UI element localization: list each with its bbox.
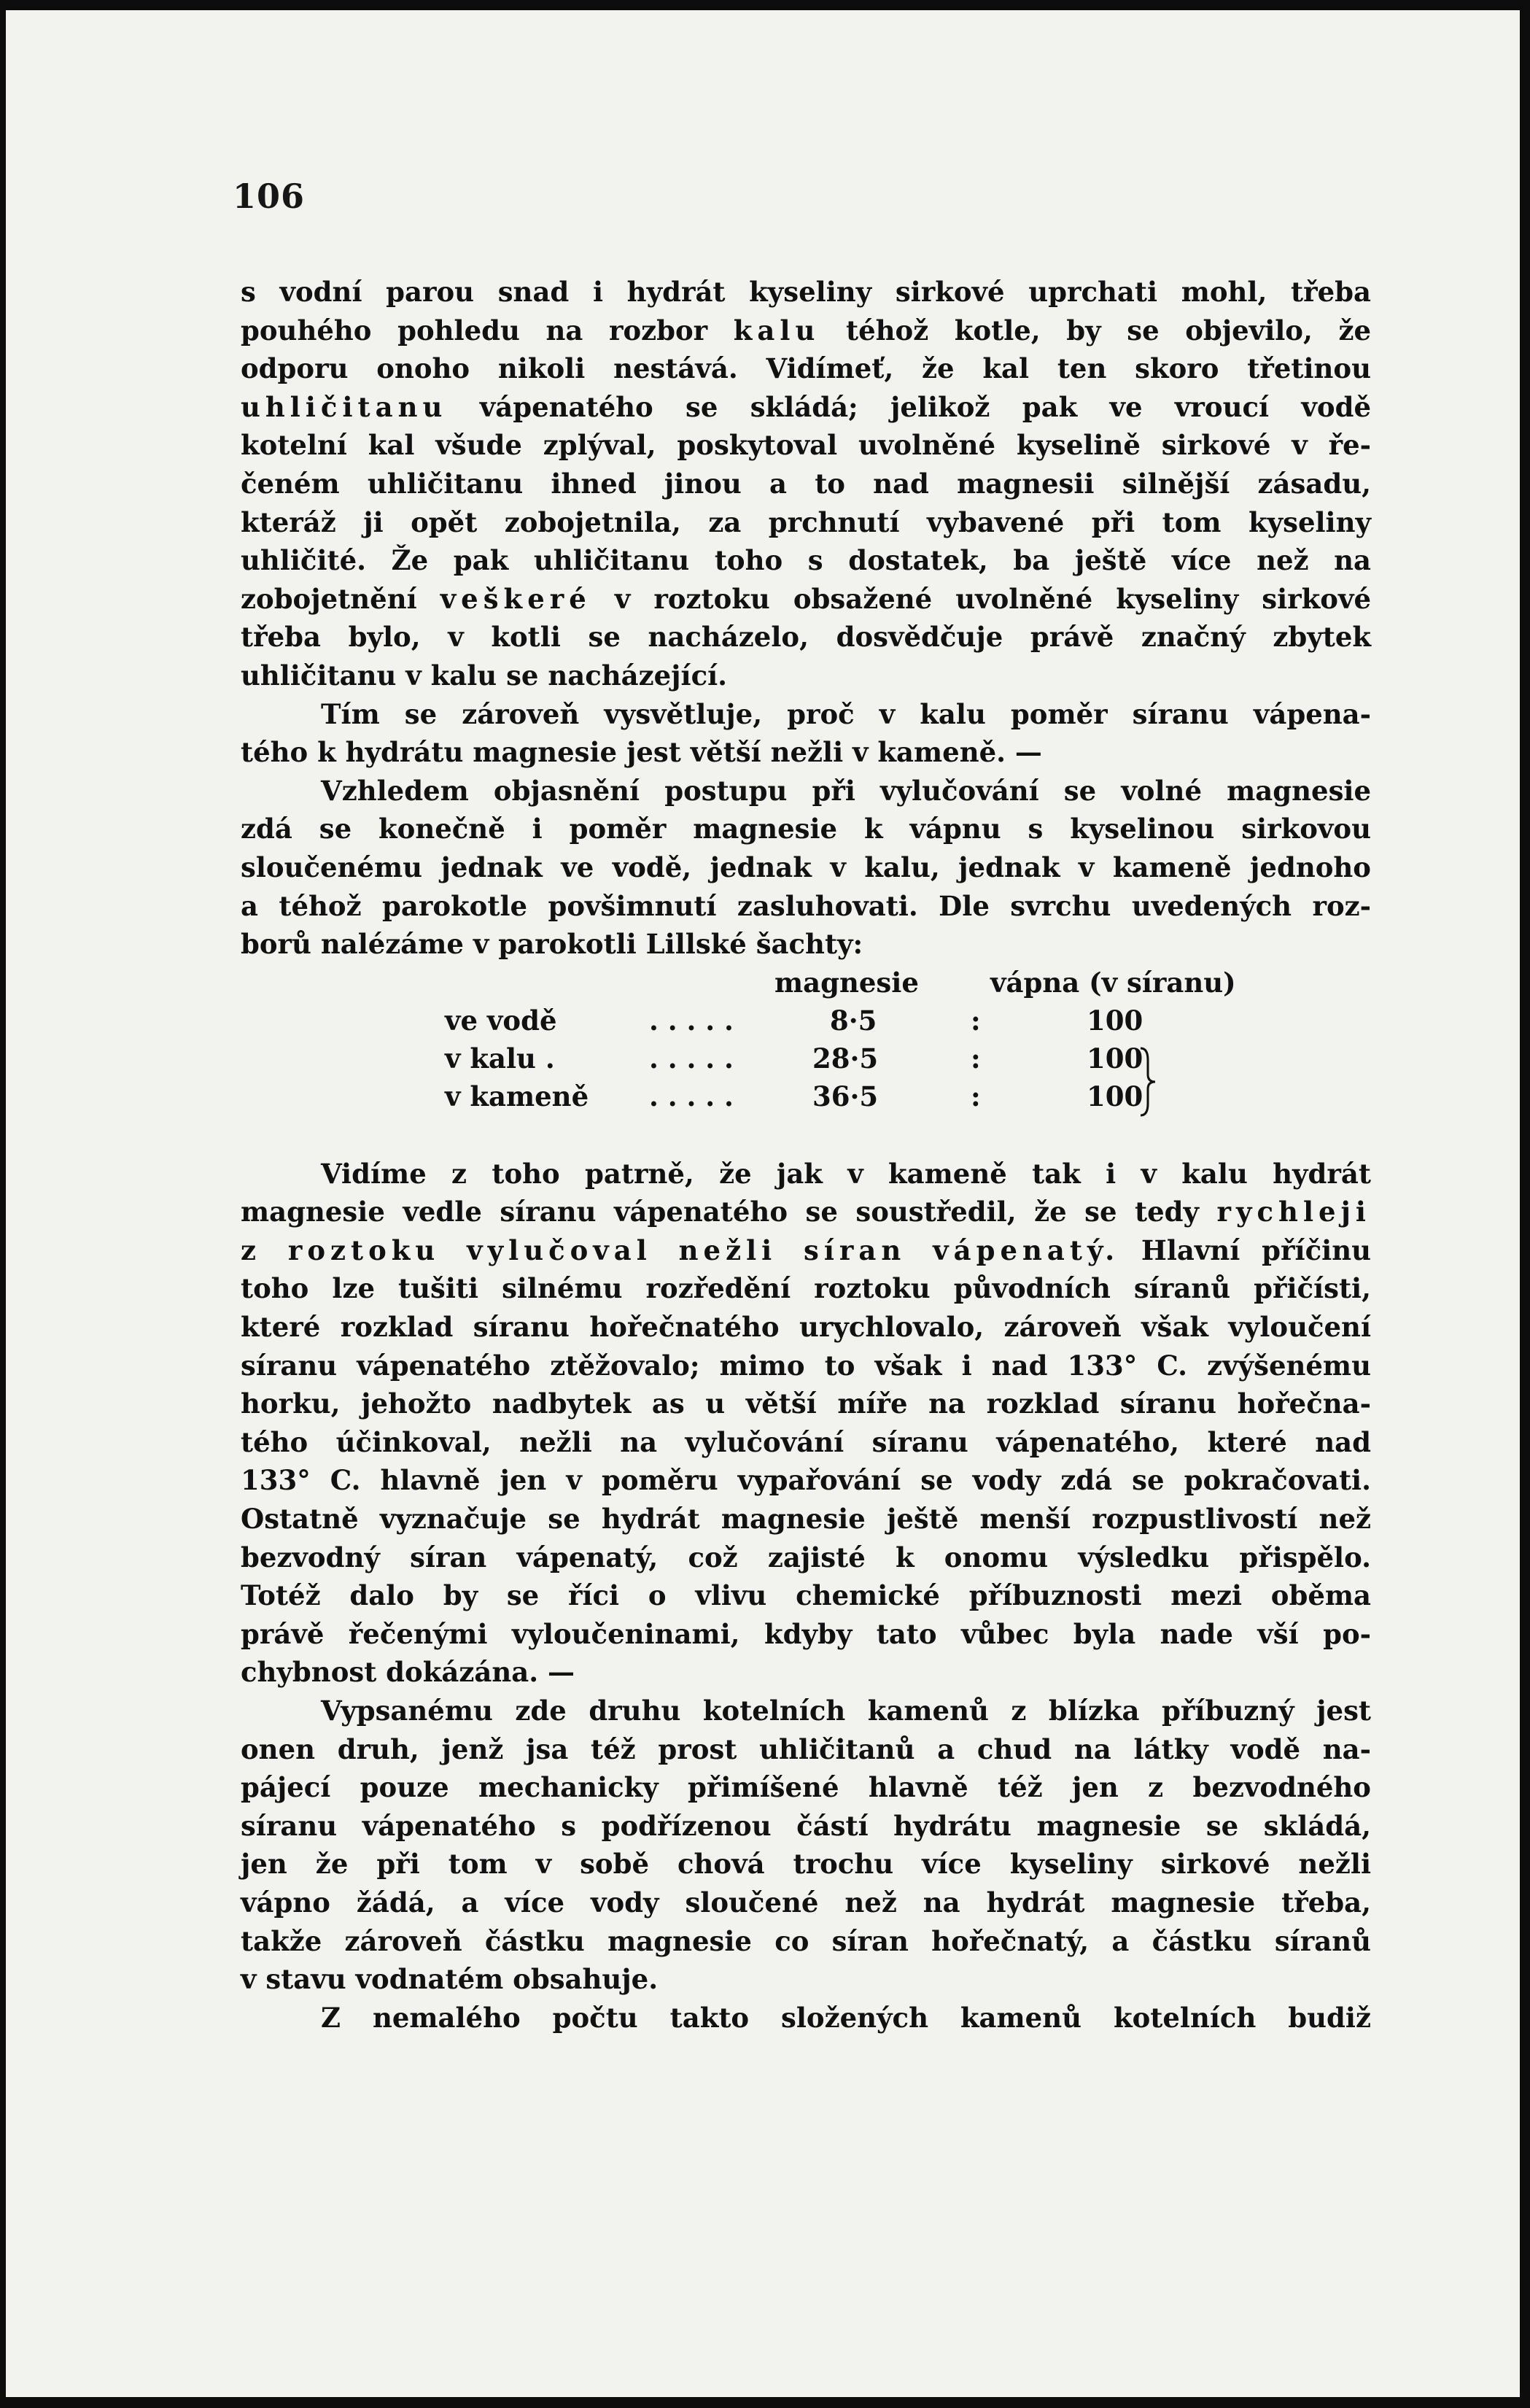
paragraph-2 bbox=[241, 695, 1371, 772]
table-colon: : bbox=[971, 1080, 981, 1112]
table-row-dots: . . . . . bbox=[649, 1004, 734, 1037]
text-line: odporu onoho nikoli nestává. Vidímeť, že kal ten skoro třetinou bbox=[241, 352, 1371, 385]
text-line: pouhého pohledu na rozbor kalu téhož kotle, by se objevilo, že bbox=[241, 314, 1372, 347]
table-cell-magnesie: 8·5 bbox=[830, 1004, 877, 1037]
text-line: Ostatně vyznačuje se hydrát magnesie ještě menší rozpustlivostí než bbox=[241, 1503, 1371, 1536]
text-line: uhličitanu vápenatého se skládá; jelikož pak ve vroucí vodě bbox=[241, 390, 1371, 423]
table-cell-vapna: 100 bbox=[1087, 1004, 1143, 1037]
text-line: tého účinkoval, nežli na vylučování síranu vápenatého, které nad bbox=[241, 1425, 1371, 1458]
text-line: 133° C. hlavně jen v poměru vypařování se vody zdá se pokračovati. bbox=[241, 1464, 1371, 1497]
table-header-vapna: vápna (v síranu) bbox=[990, 966, 1236, 999]
text-line: s vodní parou snad i hydrát kyseliny sirkové uprchati mohl, třeba bbox=[241, 276, 1371, 308]
paragraph-6 bbox=[241, 1999, 1371, 2037]
text-line: toho lze tušiti silnému rozředění roztoku původních síranů přičísti, bbox=[241, 1272, 1371, 1305]
text-line: uhličitanu v kalu se nacházející. bbox=[241, 659, 728, 692]
table-row-label: v kalu . bbox=[445, 1042, 555, 1075]
text-line: Tím se zároveň vysvětluje, proč v kalu poměr síranu vápena- bbox=[321, 697, 1371, 730]
text-line: a téhož parokotle povšimnutí zasluhovati. Dle svrchu uvedených roz- bbox=[241, 889, 1371, 922]
page-number: 106 bbox=[233, 177, 306, 216]
text-line: z roztoku vylučoval nežli síran vápenatý. Hlavní příčinu bbox=[241, 1234, 1371, 1266]
text-line: v stavu vodnatém obsahuje. bbox=[241, 1963, 659, 1996]
table-cell-magnesie: 36·5 bbox=[812, 1080, 879, 1112]
text-line: síranu vápenatého s podřízenou částí hydrátu magnesie se skládá, bbox=[241, 1809, 1371, 1842]
text-line: čeném uhličitanu ihned jinou a to nad magnesii silnější zásadu, bbox=[241, 467, 1371, 500]
text-line: Vzhledem objasnění postupu při vylučování se volné magnesie bbox=[321, 774, 1371, 807]
ratio-table bbox=[241, 964, 1371, 1155]
text-line: magnesie vedle síranu vápenatého se soustředil, že se tedy rychleji bbox=[241, 1196, 1371, 1228]
text-line: vápno žádá, a více vody sloučené než na hydrát magnesie třeba, bbox=[241, 1886, 1371, 1919]
table-cell-magnesie: 28·5 bbox=[812, 1042, 879, 1075]
text-line: Totéž dalo by se říci o vlivu chemické příbuznosti mezi oběma bbox=[241, 1579, 1371, 1612]
text-line: pájecí pouze mechanicky přimíšené hlavně též jen z bezvodného bbox=[241, 1771, 1371, 1804]
paragraph-4 bbox=[241, 1155, 1371, 1692]
table-colon: : bbox=[971, 1042, 981, 1075]
table-row-label: v kameně bbox=[445, 1080, 589, 1112]
text-line: uhličité. Že pak uhličitanu toho s dostatek, ba ještě více než na bbox=[241, 544, 1371, 577]
spaced-emphasis: kalu bbox=[733, 314, 820, 347]
text-line: takže zároveň částku magnesie co síran hořečnatý, a částku síranů bbox=[241, 1924, 1371, 1957]
text-line: borů nalézáme v parokotli Lillské šachty: bbox=[241, 928, 863, 961]
table-cell-vapna: 100 bbox=[1087, 1080, 1143, 1112]
table-colon: : bbox=[971, 1004, 981, 1037]
text-line: jen že při tom v sobě chová trochu více kyseliny sirkové nežli bbox=[241, 1848, 1371, 1881]
paragraph-3 bbox=[241, 772, 1371, 964]
paragraph-1 bbox=[241, 273, 1371, 695]
text-line: Vypsanému zde druhu kotelních kamenů z blízka příbuzný jest bbox=[321, 1695, 1371, 1727]
table-cell-vapna: 100 bbox=[1087, 1042, 1143, 1075]
text-line: které rozklad síranu hořečnatého urychlovalo, zároveň však vyloučení bbox=[241, 1311, 1371, 1344]
paragraph-5 bbox=[241, 1692, 1371, 1999]
text-line: síranu vápenatého ztěžovalo; mimo to však i nad 133° C. zvýšenému bbox=[241, 1349, 1371, 1382]
text-line: Vidíme z toho patrně, že jak v kameně tak i v kalu hydrát bbox=[321, 1157, 1371, 1190]
book-page bbox=[6, 10, 1520, 2397]
table-row-label: ve vodě bbox=[445, 1004, 557, 1037]
text-line: kteráž ji opět zobojetnila, za prchnutí vybavené při tom kyseliny bbox=[241, 506, 1371, 538]
text-line: onen druh, jenž jsa též prost uhličitanů a chud na látky vodě na- bbox=[241, 1733, 1371, 1765]
spaced-emphasis: z roztoku vylučoval nežli síran vápenatý. bbox=[241, 1234, 1120, 1266]
text-line: třeba bylo, v kotli se nacházelo, dosvědčuje právě značný zbytek bbox=[241, 621, 1371, 654]
text-line: Z nemalého počtu takto složených kamenů kotelních budiž bbox=[321, 2001, 1371, 2034]
text-line: bezvodný síran vápenatý, což zajisté k onomu výsledku přispělo. bbox=[241, 1541, 1371, 1573]
spaced-emphasis: uhličitanu bbox=[241, 390, 448, 423]
table-header-magnesie: magnesie bbox=[774, 966, 919, 999]
text-line: právě řečenými vyloučeninami, kdyby tato vůbec byla nade vší po- bbox=[241, 1617, 1371, 1650]
text-line: chybnost dokázána. — bbox=[241, 1656, 575, 1689]
text-line: horku, jehožto nadbytek as u větší míře na rozklad síranu hořečna- bbox=[241, 1387, 1371, 1420]
spaced-emphasis: veškeré bbox=[440, 582, 591, 615]
text-line: zdá se konečně i poměr magnesie k vápnu s kyselinou sirkovou bbox=[241, 813, 1371, 845]
table-row-dots: . . . . . bbox=[649, 1042, 734, 1075]
text-line: zobojetnění veškeré v roztoku obsažené uvolněné kyseliny sirkové bbox=[241, 582, 1372, 615]
text-line: tého k hydrátu magnesie jest větší nežli v kameně. — bbox=[241, 736, 1042, 769]
table-row-dots: . . . . . bbox=[649, 1080, 734, 1112]
brace-icon bbox=[1139, 1045, 1157, 1118]
body-text bbox=[241, 273, 1371, 2037]
spaced-emphasis: rychleji bbox=[1216, 1196, 1371, 1228]
text-line: kotelní kal všude zplýval, poskytoval uvolněné kyselině sirkové v ře- bbox=[241, 429, 1371, 462]
text-line: sloučenému jednak ve vodě, jednak v kalu, jednak v kameně jednoho bbox=[241, 851, 1371, 883]
